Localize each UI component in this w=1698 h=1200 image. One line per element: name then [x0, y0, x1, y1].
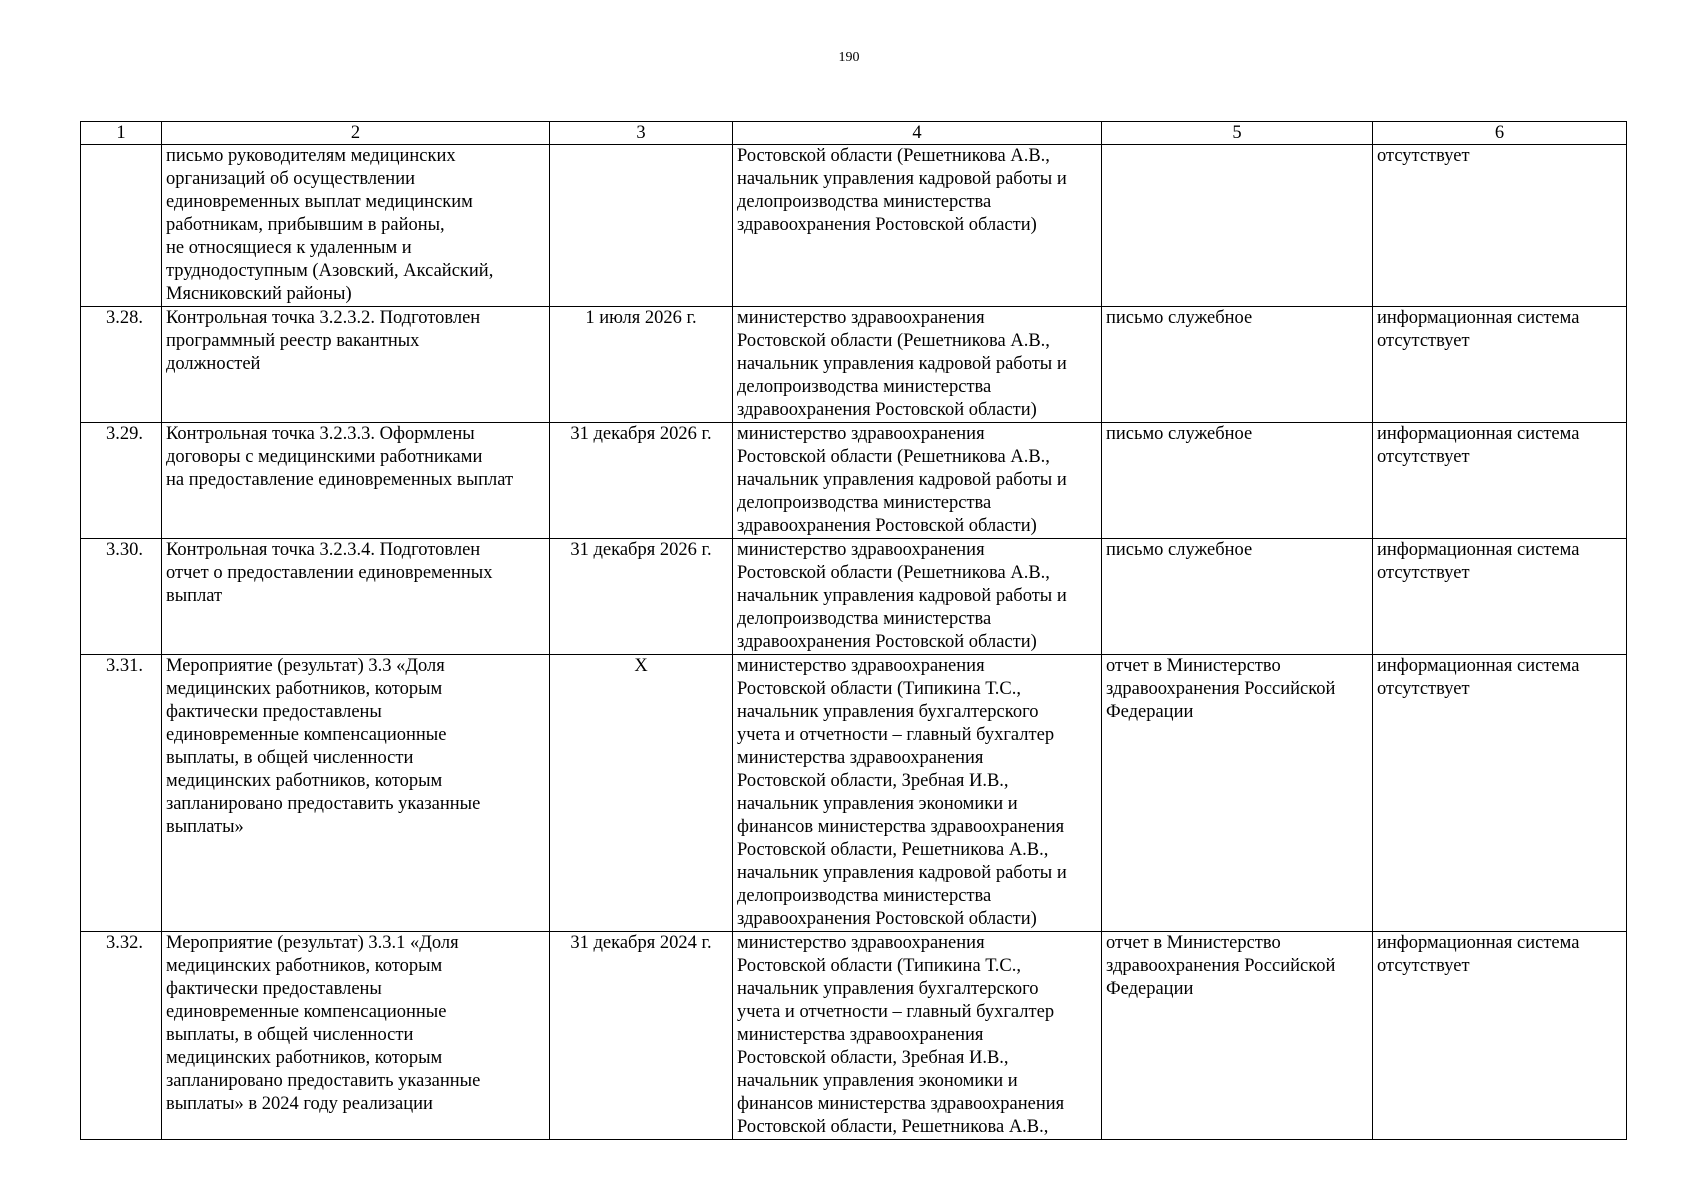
info-system: информационная система отсутствует [1373, 932, 1627, 1140]
document-type: отчет в Министерство здравоохранения Российской Федерации [1102, 655, 1373, 932]
event-name: письмо руководителям медицинских организаций об осуществлении единовременных выплат медицинским работникам, прибывшим в районы, не относящиеся к удаленным и труднодоступным (Азовский, Аксайский, Мясниковский районы) [162, 145, 550, 307]
column-header: 3 [550, 122, 733, 145]
event-name: Мероприятие (результат) 3.3.1 «Доля медицинских работников, которым фактически предоставлены единовременные компенсационные выплаты, в общей численности медицинских работников, которым запланировано предоставить указанные выплаты» в 2024 году реализации [162, 932, 550, 1140]
column-header: 6 [1373, 122, 1627, 145]
table-row [81, 145, 1627, 307]
info-system: информационная система отсутствует [1373, 539, 1627, 655]
column-header: 1 [81, 122, 162, 145]
column-header: 4 [733, 122, 1102, 145]
deadline: 31 декабря 2024 г. [550, 932, 733, 1140]
table-row [81, 655, 1627, 932]
row-number: 3.30. [81, 539, 162, 655]
deadline: 31 декабря 2026 г. [550, 423, 733, 539]
document-table [80, 121, 1627, 1140]
document-type: письмо служебное [1102, 307, 1373, 423]
deadline: Х [550, 655, 733, 932]
column-header: 5 [1102, 122, 1373, 145]
table-row [81, 932, 1627, 1140]
responsible: министерство здравоохранения Ростовской области (Типикина Т.С., начальник управления бухгалтерского учета и отчетности – главный бухгалтер министерства здравоохранения Ростовской области, Зребная И.В., начальник управления экономики и финансов министерства здравоохранения Ростовской области, Решетникова А.В., начальник управления кадровой работы и делопроизводства министерства здравоохранения Ростовской области) [733, 655, 1102, 932]
responsible: министерство здравоохранения Ростовской области (Типикина Т.С., начальник управления бухгалтерского учета и отчетности – главный бухгалтер министерства здравоохранения Ростовской области, Зребная И.В., начальник управления экономики и финансов министерства здравоохранения Ростовской области, Решетникова А.В., [733, 932, 1102, 1140]
responsible: министерство здравоохранения Ростовской области (Решетникова А.В., начальник управления кадровой работы и делопроизводства министерства здравоохранения Ростовской области) [733, 307, 1102, 423]
info-system: информационная система отсутствует [1373, 307, 1627, 423]
event-name: Контрольная точка 3.2.3.4. Подготовлен отчет о предоставлении единовременных выплат [162, 539, 550, 655]
responsible: министерство здравоохранения Ростовской области (Решетникова А.В., начальник управления кадровой работы и делопроизводства министерства здравоохранения Ростовской области) [733, 539, 1102, 655]
table-header-row [81, 122, 1627, 145]
deadline: 31 декабря 2026 г. [550, 539, 733, 655]
page-number: 190 [838, 50, 860, 65]
document-type: отчет в Министерство здравоохранения Российской Федерации [1102, 932, 1373, 1140]
column-header: 2 [162, 122, 550, 145]
responsible: Ростовской области (Решетникова А.В., начальник управления кадровой работы и делопроизводства министерства здравоохранения Ростовской области) [733, 145, 1102, 307]
document-type: письмо служебное [1102, 539, 1373, 655]
document-type [1102, 145, 1373, 307]
event-name: Мероприятие (результат) 3.3 «Доля медицинских работников, которым фактически предоставлены единовременные компенсационные выплаты, в общей численности медицинских работников, которым запланировано предоставить указанные выплаты» [162, 655, 550, 932]
row-number: 3.28. [81, 307, 162, 423]
info-system: отсутствует [1373, 145, 1627, 307]
event-name: Контрольная точка 3.2.3.3. Оформлены договоры с медицинскими работниками на предоставление единовременных выплат [162, 423, 550, 539]
table-row [81, 539, 1627, 655]
row-number [81, 145, 162, 307]
table-row [81, 307, 1627, 423]
info-system: информационная система отсутствует [1373, 655, 1627, 932]
responsible: министерство здравоохранения Ростовской области (Решетникова А.В., начальник управления кадровой работы и делопроизводства министерства здравоохранения Ростовской области) [733, 423, 1102, 539]
row-number: 3.31. [81, 655, 162, 932]
event-name: Контрольная точка 3.2.3.2. Подготовлен программный реестр вакантных должностей [162, 307, 550, 423]
deadline: 1 июля 2026 г. [550, 307, 733, 423]
table-row [81, 423, 1627, 539]
document-type: письмо служебное [1102, 423, 1373, 539]
row-number: 3.29. [81, 423, 162, 539]
info-system: информационная система отсутствует [1373, 423, 1627, 539]
deadline [550, 145, 733, 307]
row-number: 3.32. [81, 932, 162, 1140]
